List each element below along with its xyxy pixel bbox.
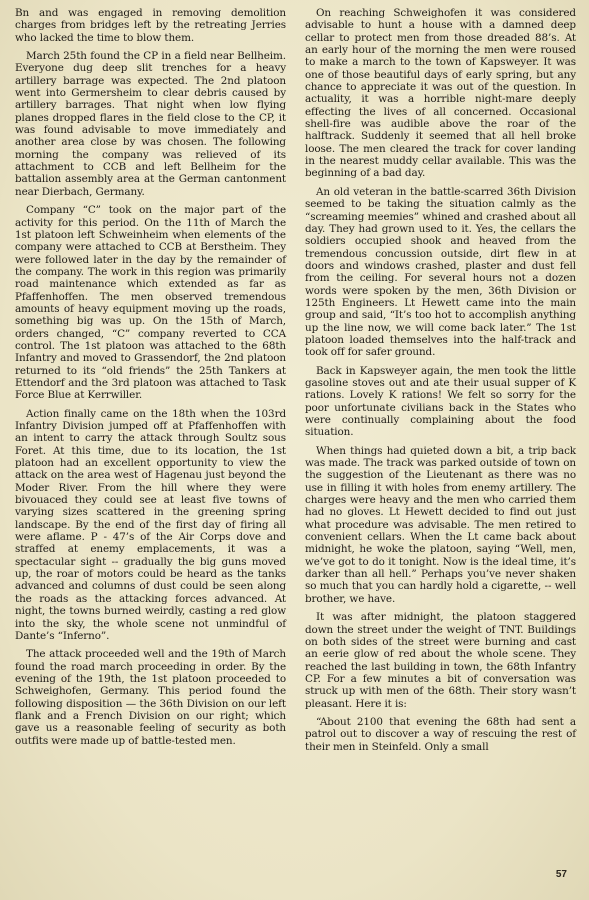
left-column: [15, 7, 286, 753]
paragraph: Bn and was engaged in removing demolition charges from bridges left by the retreating Jerries who lacked the time to blow them.: [15, 7, 286, 44]
paragraph: Back in Kapsweyer again, the men took the little gasoline stoves out and ate their usual supper of K rations. Lovely K rations! We felt so sorry for the poor unfortunate civilians back in the States who were continually complaining about the food situation.: [305, 364, 576, 439]
paragraph: “About 2100 that evening the 68th had sent a patrol out to discover a way of rescuing the rest of their men in Steinfeld. Only a small: [305, 715, 576, 753]
paragraph: Action finally came on the 18th when the 103rd Infantry Division jumped off at Pfaffenhoffen with an intent to carry the attack through Soultz sous Foret. At this time, due to its location, the 1st platoon had an excellent opportunity to view the attack on the area west of Hagenau just beyond the Moder River. From the hill where they were bivouaced they could see at least five towns of varying sizes scattered in the greening spring landscape. By the end of the first day of firing all were aflame. P - 47’s of the Air Corps dove and straffed at enemy emplacements, it was a spectacular sight -- gradually the big guns moved up, the roar of motors could be heard as the tanks advanced and columns of dust could be seen along the roads as the attacking forces advanced. At night, the towns burned weirdly, casting a red glow into the sky, the whole scene not unmindful of Dante’s “Inferno”.: [15, 407, 286, 642]
paragraph: When things had quieted down a bit, a trip back was made. The track was parked outside of town on the suggestion of the Lieutenant as there was no use in filling it with holes from enemy artillery. The charges were heavy and the men who carried them had no gloves. Lt Hewett decided to find out just what procedure was advisable. The men retired to convenient cellars. When the Lt came back about midnight, he woke the platoon, saying “Well, men, we’ve got to do it tonight. Now is the ideal time, it’s darker than all hell.” Perhaps you’ve never shaken so much that you can hardly hold a cigarette, -- well brother, we have.: [305, 444, 576, 605]
page-number: 57: [555, 869, 567, 880]
paragraph: It was after midnight, the platoon staggered down the street under the weight of TNT. Buildings on both sides of the street were burning and cast an eerie glow of red about the whole scene. They reached the last building in town, the 68th Infantry CP. For a few minutes a bit of conversation was struck up with men of the 68th. Their story wasn’t pleasant. Here it is:: [305, 611, 576, 710]
paragraph: The attack proceeded well and the 19th of March found the road march proceeding in order. By the evening of the 19th, the 1st platoon proceeded to Schweighofen, Germany. This period found the following disposition — the 36th Division on our left flank and a French Division on our right; which gave us a reasonable feeling of security as both outfits were made up of battle-tested men.: [15, 648, 286, 747]
paragraph: Company “C” took on the major part of the activity for this period. On the 11th of March the 1st platoon left Schweinheim when elements of the company were attached to CCB at Berstheim. They were followed later in the day by the remainder of the company. The work in this region was primarily road maintenance which extended as far as Pfaffenhoffen. The men observed tremendous amounts of heavy equipment moving up the roads, something big was up. On the 15th of March, orders changed, “C” company reverted to CCA control. The 1st platoon was attached to the 68th Infantry and moved to Grassendorf, the 2nd platoon returned to its “old friends” the 25th Tankers at Ettendorf and the 3rd platoon was attached to Task Force Blue at Kerrwiller.: [15, 204, 286, 402]
paragraph: March 25th found the CP in a field near Bellheim. Everyone dug deep slit trenches for a heavy artillery barrage was expected. The 2nd platoon went into Germersheim to clear debris caused by artillery barrages. That night when low flying planes dropped flares in the field close to the CP, it was found advisable to move immediately and another area close by was chosen. The following morning the company was relieved of its attachment to CCB and left Bellheim for the battalion assembly area at the German cantonment near Dierbach, Germany.: [15, 50, 286, 198]
paragraph: An old veteran in the battle-scarred 36th Division seemed to be taking the situation calmly as the “screaming meemies” whined and crashed about all day. They had grown used to it. Yes, the cellars the soldiers occupied shook and heaved from the tremendous concussion outside, dirt flew in at doors and windows crashed, plaster and dust fell from the ceiling. For several hours not a dozen words were spoken by the men, 36th Division or 125th Engineers. Lt Hewett came into the main group and said, “It’s too hot to accomplish anything up the line now, we will come back later.” The 1st platoon loaded themselves into the half-track and took off for safer ground.: [305, 185, 576, 359]
paragraph: On reaching Schweighofen it was considered advisable to hunt a house with a damned deep cellar to protect men from those dreaded 88’s. At an early hour of the morning the men were roused to make a march to the town of Kapsweyer. It was one of those beautiful days of early spring, but any chance to appreciate it was out of the question. In actuality, it was a horrible night-mare deeply effecting the lives of all concerned. Occasional shell-fire was audible above the roar of the halftrack. Suddenly it seemed that all hell broke loose. The men cleared the track for cover landing in the nearest muddy cellar available. This was the beginning of a bad day.: [305, 7, 576, 180]
right-column: [305, 7, 576, 759]
